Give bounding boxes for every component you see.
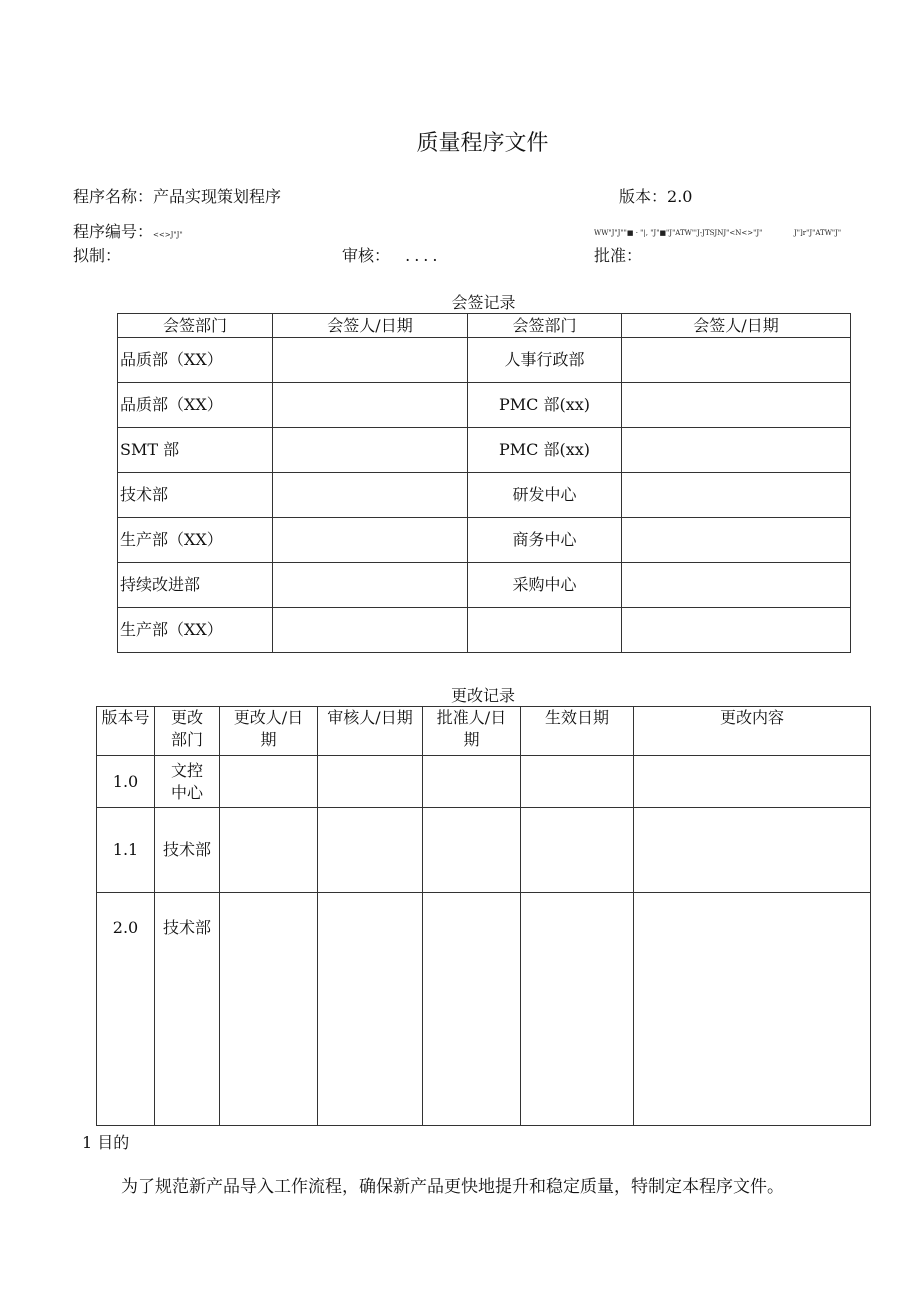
header-cell-dept bbox=[155, 707, 220, 756]
dept-cell: 品质部（XX） bbox=[118, 383, 273, 428]
version-cell: 1.1 bbox=[97, 808, 155, 893]
signature-cell bbox=[622, 338, 851, 383]
signoff-caption: 会签记录 bbox=[451, 293, 516, 312]
purpose-heading: 1 目的 bbox=[82, 1133, 130, 1152]
version-value: 2.0 bbox=[667, 187, 693, 206]
table-header-row bbox=[118, 314, 851, 338]
dept-cell: 商务中心 bbox=[468, 518, 622, 563]
empty-cell bbox=[423, 808, 521, 893]
dept-line: 中心 bbox=[170, 782, 203, 802]
program-name-value: 产品实现策划程序 bbox=[153, 187, 282, 206]
header-line: 期 bbox=[463, 730, 480, 749]
signature-cell bbox=[273, 563, 468, 608]
garbled-text-2: J"]r"J"ATW"J" bbox=[794, 229, 842, 237]
signoff-table bbox=[117, 313, 851, 653]
dept-cell: 技术部 bbox=[118, 473, 273, 518]
empty-cell bbox=[220, 756, 318, 808]
table-row bbox=[118, 473, 851, 518]
signature-cell bbox=[273, 473, 468, 518]
empty-cell bbox=[318, 893, 423, 1126]
signature-cell bbox=[622, 428, 851, 473]
header-cell: 会签人/日期 bbox=[622, 314, 851, 338]
program-number bbox=[73, 219, 183, 242]
document-title: 质量程序文件 bbox=[416, 131, 549, 156]
header-cell-changer bbox=[220, 707, 318, 756]
dept-cell: PMC 部(xx) bbox=[468, 428, 622, 473]
empty-cell bbox=[220, 893, 318, 1126]
program-name bbox=[73, 184, 281, 207]
dept-cell: 生产部（XX） bbox=[118, 608, 273, 653]
empty-cell bbox=[220, 808, 318, 893]
empty-cell bbox=[423, 756, 521, 808]
dept-cell: 技术部 bbox=[155, 808, 220, 893]
empty-cell bbox=[634, 893, 871, 1126]
purpose-text: 为了规范新产品导入工作流程，确保新产品更快地提升和稳定质量，特制定本程序文件。 bbox=[121, 1177, 784, 1197]
header-line: 批准人/日 bbox=[436, 708, 507, 727]
dept-cell bbox=[155, 756, 220, 808]
header-line: 期 bbox=[260, 730, 277, 749]
dept-cell: 研发中心 bbox=[468, 473, 622, 518]
header-cell-reviewer: 审核人/日期 bbox=[318, 707, 423, 756]
dept-cell: 技术部 bbox=[155, 893, 220, 1126]
header-cell-version: 版本号 bbox=[97, 707, 155, 756]
table-row bbox=[97, 808, 871, 893]
version-cell: 2.0 bbox=[97, 893, 155, 1126]
signature-cell bbox=[273, 518, 468, 563]
dept-cell: 人事行政部 bbox=[468, 338, 622, 383]
empty-cell bbox=[634, 808, 871, 893]
table-row bbox=[97, 893, 871, 1126]
reviewed-label: 审核： bbox=[342, 246, 391, 265]
header-cell: 会签部门 bbox=[468, 314, 622, 338]
dept-cell: 采购中心 bbox=[468, 563, 622, 608]
signature-cell bbox=[622, 518, 851, 563]
table-header-row bbox=[97, 707, 871, 756]
dept-line: 文控 bbox=[170, 760, 203, 780]
header-line: 更改人/日 bbox=[233, 708, 304, 727]
reviewed-value: .... bbox=[405, 246, 442, 265]
header-line: 部门 bbox=[170, 730, 203, 749]
header-line: 更改 bbox=[170, 708, 203, 727]
approved-label: 批准： bbox=[594, 246, 643, 265]
empty-cell bbox=[634, 756, 871, 808]
header-cell-approver bbox=[423, 707, 521, 756]
version-cell: 1.0 bbox=[97, 756, 155, 808]
signature-cell bbox=[622, 563, 851, 608]
signature-cell bbox=[273, 338, 468, 383]
program-number-label: 程序编号： bbox=[73, 222, 154, 241]
dept-cell: 生产部（XX） bbox=[118, 518, 273, 563]
dept-cell: PMC 部(xx) bbox=[468, 383, 622, 428]
empty-cell bbox=[423, 893, 521, 1126]
header-cell: 会签人/日期 bbox=[273, 314, 468, 338]
table-row bbox=[118, 608, 851, 653]
version bbox=[619, 184, 692, 207]
table-row bbox=[118, 428, 851, 473]
empty-cell bbox=[521, 808, 634, 893]
empty-cell bbox=[521, 893, 634, 1126]
header-cell-content: 更改内容 bbox=[634, 707, 871, 756]
header-cell: 会签部门 bbox=[118, 314, 273, 338]
table-row bbox=[97, 756, 871, 808]
signature-cell bbox=[273, 608, 468, 653]
garbled-text-1: WW"J"J""■ · "|, "J"■"J"ATW"'J-JTSJNJ"<N<>"J" bbox=[594, 229, 763, 237]
version-label: 版本： bbox=[619, 187, 668, 206]
program-number-value: <<>J"J" bbox=[153, 231, 183, 239]
dept-cell bbox=[468, 608, 622, 653]
header-cell-effective-date: 生效日期 bbox=[521, 707, 634, 756]
program-name-label: 程序名称： bbox=[73, 187, 154, 206]
signature-cell bbox=[273, 383, 468, 428]
empty-cell bbox=[521, 756, 634, 808]
dept-cell: 品质部（XX） bbox=[118, 338, 273, 383]
dept-cell: SMT 部 bbox=[118, 428, 273, 473]
signature-cell bbox=[273, 428, 468, 473]
drafted-label: 拟制： bbox=[73, 246, 122, 265]
reviewed bbox=[342, 243, 441, 266]
empty-cell bbox=[318, 756, 423, 808]
table-row bbox=[118, 563, 851, 608]
dept-cell: 持续改进部 bbox=[118, 563, 273, 608]
table-row bbox=[118, 518, 851, 563]
revision-table bbox=[96, 706, 871, 1126]
table-row bbox=[118, 338, 851, 383]
revision-caption: 更改记录 bbox=[450, 686, 515, 705]
signature-cell bbox=[622, 608, 851, 653]
table-row bbox=[118, 383, 851, 428]
signature-cell bbox=[622, 383, 851, 428]
empty-cell bbox=[318, 808, 423, 893]
signature-cell bbox=[622, 473, 851, 518]
